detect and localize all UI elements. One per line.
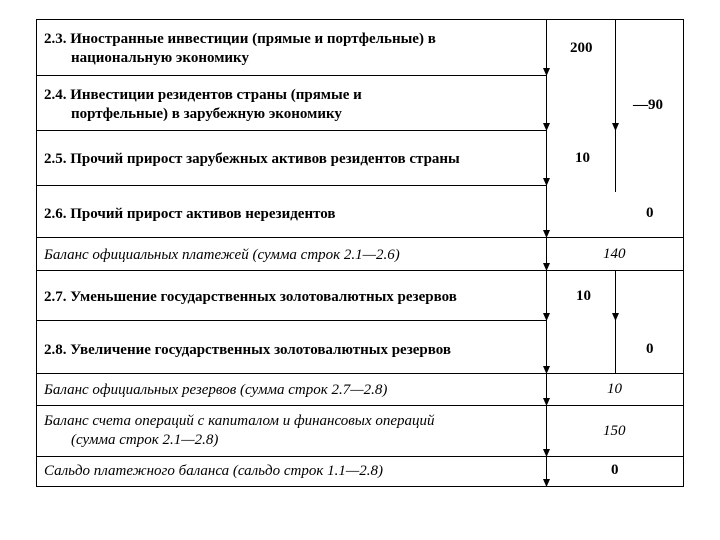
arrow-tick-icon [543, 313, 550, 321]
arrow-tick-icon [543, 68, 550, 76]
row-divider [36, 456, 684, 457]
row-divider [36, 320, 546, 321]
row-value-official-payments-balance: 140 [603, 246, 626, 262]
arrow-tick-icon [543, 230, 550, 238]
row-label-2-7: 2.7. Уменьшение государственных золотовалютных резервов [44, 289, 457, 305]
row-label-2-4: 2.4. Инвестиции резидентов страны (прямые и портфельные) в зарубежную экономику [44, 87, 362, 122]
row-divider [36, 237, 684, 238]
arrow-tick-icon [543, 178, 550, 186]
row-value-2-3: 200 [570, 40, 593, 56]
row-value-2-8: 0 [646, 341, 654, 357]
row-label-2-6: 2.6. Прочий прирост активов нерезидентов [44, 206, 336, 222]
arrow-tick-icon [543, 479, 550, 487]
arrow-tick-icon [543, 123, 550, 131]
row-label-balance-of-payments-saldo: Сальдо платежного баланса (сальдо строк 1.1—2.8) [44, 463, 383, 479]
arrow-tick-icon [543, 366, 550, 374]
arrow-tick-icon [543, 449, 550, 457]
row-divider [36, 405, 684, 406]
arrow-tick-icon [612, 123, 619, 131]
column-divider [615, 270, 616, 373]
row-value-2-4: —90 [633, 97, 663, 113]
row-value-capital-financial-balance: 150 [603, 423, 626, 439]
arrow-tick-icon [612, 313, 619, 321]
row-value-2-7: 10 [576, 288, 591, 304]
row-value-2-6: 0 [646, 205, 654, 221]
row-label-2-3: 2.3. Иностранные инвестиции (прямые и портфельные) в национальную экономику [44, 31, 436, 66]
row-label-2-8: 2.8. Увеличение государственных золотовалютных резервов [44, 342, 451, 358]
row-divider [36, 130, 546, 131]
arrow-tick-icon [543, 398, 550, 406]
column-divider [546, 19, 547, 487]
row-value-2-5: 10 [575, 150, 590, 166]
arrow-tick-icon [543, 263, 550, 271]
row-label-official-payments-balance: Баланс официальных платежей (сумма строк 2.1—2.6) [44, 247, 400, 263]
row-label-official-reserves-balance: Баланс официальных резервов (сумма строк 2.7—2.8) [44, 382, 388, 398]
row-value-official-reserves-balance: 10 [607, 381, 622, 397]
row-value-balance-of-payments-saldo: 0 [611, 462, 619, 478]
row-divider [36, 185, 546, 186]
column-divider [615, 19, 616, 192]
row-divider [36, 270, 684, 271]
row-divider [36, 75, 546, 76]
row-divider [36, 373, 684, 374]
row-label-capital-financial-balance: Баланс счета операций с капиталом и финансовых операций (сумма строк 2.1—2.8) [44, 413, 435, 448]
row-label-2-5: 2.5. Прочий прирост зарубежных активов резидентов страны [44, 151, 460, 167]
